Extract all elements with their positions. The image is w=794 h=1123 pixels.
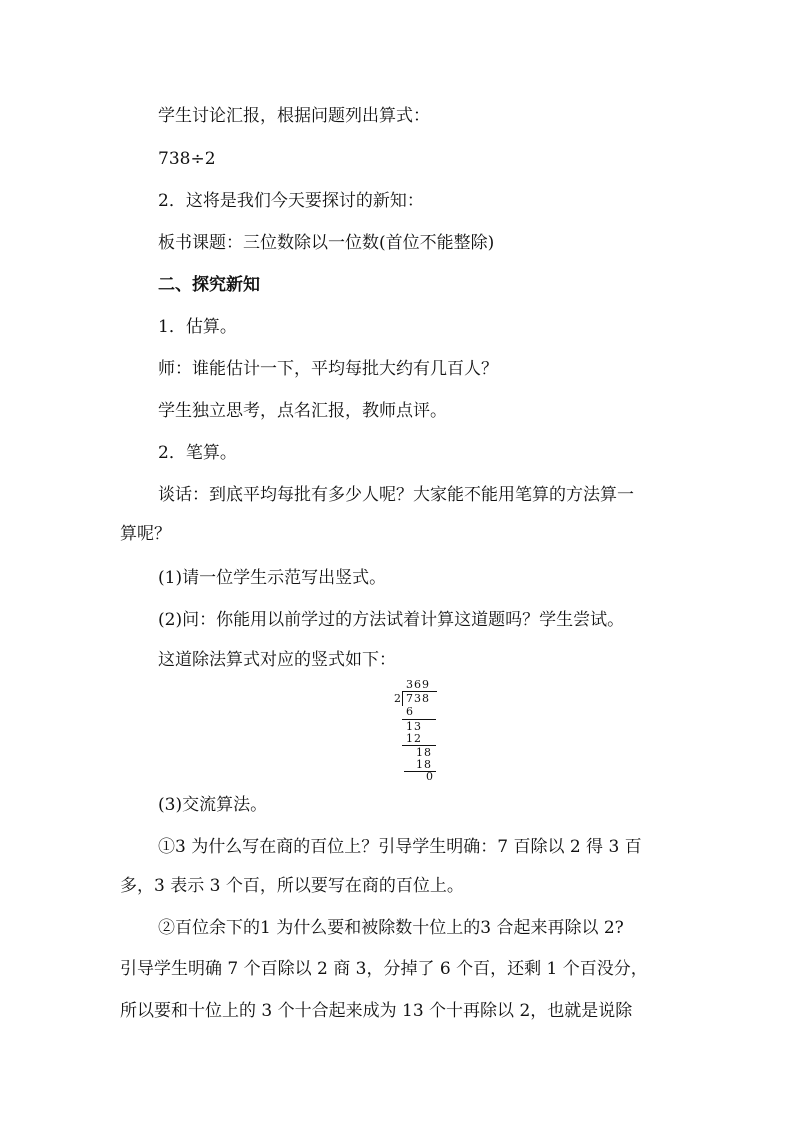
paragraph: 1．估算。 bbox=[158, 317, 237, 337]
paragraph: 所以要和十位上的 3 个十合起来成为 13 个十再除以 2，也就是说除 bbox=[120, 1001, 633, 1021]
paragraph: 师：谁能估计一下，平均每批大约有几百人？ bbox=[158, 359, 498, 379]
paragraph: (1)请一位学生示范写出竖式。 bbox=[158, 568, 387, 588]
step-remainder: 13 bbox=[406, 720, 422, 733]
final-remainder: 0 bbox=[426, 770, 434, 783]
formula: 738÷2 bbox=[158, 149, 216, 169]
divisor: 2 bbox=[394, 692, 402, 705]
paragraph: (2)问：你能用以前学过的方法试着计算这道题吗？学生尝试。 bbox=[158, 610, 625, 630]
paragraph: ①3 为什么写在商的百位上？引导学生明确：7 百除以 2 得 3 百 bbox=[158, 837, 642, 857]
quotient: 369 bbox=[406, 678, 430, 691]
dividend: 738 bbox=[406, 692, 430, 705]
step-product: 6 bbox=[406, 705, 414, 718]
paragraph: 学生讨论汇报，根据问题列出算式： bbox=[158, 106, 430, 126]
paragraph: 多，3 表示 3 个百，所以要写在商的百位上。 bbox=[120, 876, 464, 896]
paragraph: 板书课题：三位数除以一位数(首位不能整除) bbox=[158, 233, 495, 253]
paragraph: 这道除法算式对应的竖式如下： bbox=[158, 650, 396, 670]
step-product: 12 bbox=[406, 732, 422, 745]
step-product: 18 bbox=[416, 758, 432, 771]
paragraph: (3)交流算法。 bbox=[158, 795, 268, 815]
paragraph: 学生独立思考，点名汇报，教师点评。 bbox=[158, 401, 447, 421]
paragraph: 谈话：到底平均每批有多少人呢？大家能不能用笔算的方法算一 bbox=[158, 485, 634, 505]
paragraph: 算呢？ bbox=[120, 524, 171, 544]
paragraph: 引导学生明确 7 个百除以 2 商 3，分掉了 6 个百，还剩 1 个百没分， bbox=[120, 959, 648, 979]
paragraph: ②百位余下的1 为什么要和被除数十位上的3 合起来再除以 2? bbox=[158, 918, 624, 938]
section-heading: 二、探究新知 bbox=[158, 275, 260, 295]
long-division bbox=[392, 678, 452, 782]
paragraph: 2．笔算。 bbox=[158, 443, 237, 463]
step-remainder: 18 bbox=[416, 746, 432, 759]
paragraph: 2．这将是我们今天要探讨的新知： bbox=[158, 191, 424, 211]
